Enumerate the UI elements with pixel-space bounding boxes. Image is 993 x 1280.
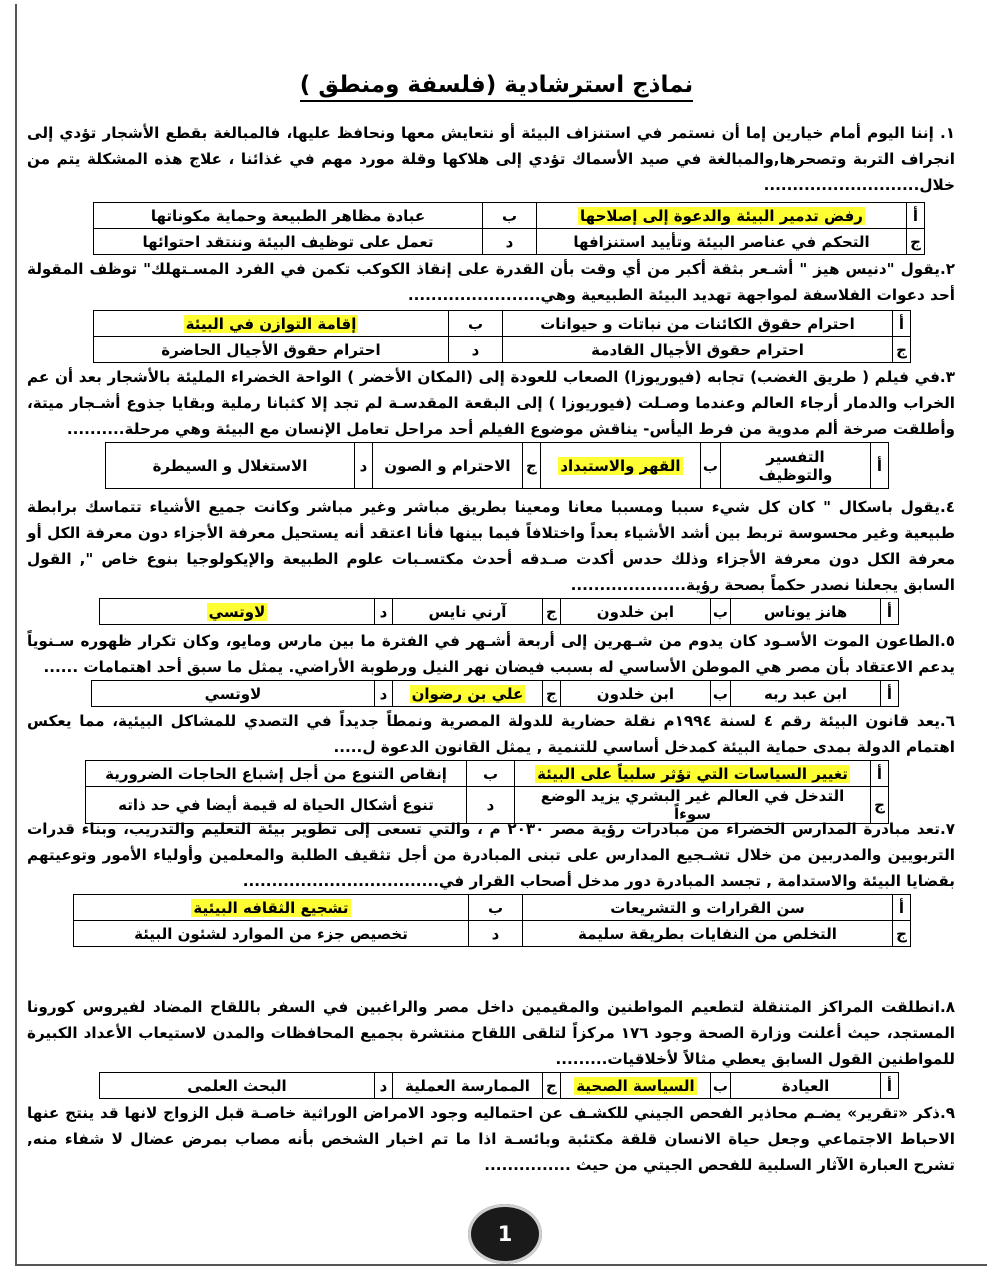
q2-option-c[interactable]: احترام حقوق الأجيال القادمة	[503, 337, 893, 363]
question-4-text: ٤.يقول باسكال " كان كل شيء سببا ومسببا معانا ومعينا بطريق مباشر وغير مباشر وكانت جميع الأشياء تتماسك برابطة طبيعية وغير محسوسة تربط بين أشد الأشياء بعداً واختلافاً فيما بينها فأنا اعتقد أنه يستحيل معرفة الأجزاء دون معرفة الكل أو معرفة الكل دون معرفة الأجزاء وذلك حدس أكدت صـدقه أحدث مكتسـبات علوم الطبيعة والإيكولوجيا بنوع خاص ", القول السابق يجعلنا نصدر حكماً بصحة رؤية....................	[27, 498, 955, 594]
question-2-text: ٢.يقول "دنيس هيز " أشـعر بثقة أكبر من أي وقت بأن القدرة على إنقاذ الكوكب تكمن في الفرد المسـتهلك" توظف المقولة أحد دعوات الفلاسفة لمواجهة تهديد البيئة الطبيعية وهي.......................	[27, 260, 955, 304]
option-letter: ب	[483, 203, 537, 229]
option-letter: د	[483, 229, 537, 255]
q2-option-d[interactable]: احترام حقوق الأجيال الحاضرة	[94, 337, 449, 363]
option-letter: أ	[881, 681, 899, 707]
q1-option-d[interactable]: تعمل على توظيف البيئة وننتقد احتوائها	[94, 229, 483, 255]
option-letter: ب	[469, 895, 523, 921]
question-1-text: ١. إننا اليوم أمام خيارين إما أن نستمر في استنزاف البيئة أو نتعايش معها ونحافظ عليها، فالمبالغة بقطع الأشجار تؤدي إلى انجراف التربة وتصحرها,والمبالغة في صيد الأسماك تؤدي إلى هلاكها وقلة مورد مهم في غذائنا ، علاج هذه المشكلة يتم من خلال...........................	[27, 124, 955, 194]
option-letter: ب	[449, 311, 503, 337]
option-letter: د	[449, 337, 503, 363]
correct-answer-highlight: علي بن رضوان	[411, 684, 524, 703]
option-letter: أ	[881, 599, 899, 625]
question-1-options	[93, 202, 925, 255]
q3-option-a[interactable]: التفسير والتوظيف	[721, 443, 871, 489]
q8-option-b[interactable]	[560, 1073, 710, 1099]
option-letter: أ	[871, 761, 889, 787]
q5-option-a[interactable]: ابن عبد ربه	[731, 681, 881, 707]
option-letter: د	[469, 921, 523, 947]
q3-option-b[interactable]	[540, 443, 700, 489]
q4-option-b[interactable]: ابن خلدون	[560, 599, 710, 625]
q1-option-c[interactable]: التحكم في عناصر البيئة وتأييد استنزافها	[537, 229, 907, 255]
correct-answer-highlight: تشجيع الثقافه البيئية	[193, 898, 349, 917]
question-5-options	[91, 680, 899, 707]
q4-option-d[interactable]	[100, 599, 375, 625]
option-letter: د	[374, 599, 392, 625]
option-letter: ج	[907, 229, 925, 255]
option-letter: ج	[893, 921, 911, 947]
q1-option-b[interactable]: عبادة مظاهر الطبيعة وحماية مكوناتها	[94, 203, 483, 229]
q5-option-b[interactable]: ابن خلدون	[560, 681, 710, 707]
question-3-text: ٣.في فيلم ( طريق الغضب) تجابه (فيوريوزا) الصعاب للعودة إلى (المكان الأخضر ) الواحة الخضراء المليئة بالأشجار بعد أن عم الخراب والدمار أرجاء العالم وعندما وصـلت (فيوريوزا ) إلى البقعة المقدسـة لم تجد إلا كثبانا رملية وبقايا جذوع أشـجار ميتة، وأطلقت صرخة ألم مدوية من فرط اليأس- يناقش موضوع الفيلم أحد مراحل تعامل الإنسان مع البيئة وهي مرحلة..........	[27, 368, 955, 438]
q7-option-d[interactable]: تخصيص جزء من الموارد لشئون البيئة	[74, 921, 469, 947]
correct-answer-highlight: تغيير السياسات التي تؤثر سلبياً على البيئة	[537, 764, 848, 783]
option-letter: ب	[710, 599, 730, 625]
correct-answer-highlight: لاوتسي	[208, 602, 266, 621]
q4-option-a[interactable]: هانز يوناس	[731, 599, 881, 625]
option-letter: ب	[700, 443, 720, 489]
option-letter: ب	[710, 1073, 730, 1099]
q3-option-d[interactable]: الاستغلال و السيطرة	[106, 443, 355, 489]
correct-answer-highlight: القهر والاستبداد	[560, 456, 681, 475]
q6-option-a[interactable]	[515, 761, 871, 787]
question-7-options	[73, 894, 911, 947]
q6-option-c[interactable]: التدخل في العالم غير البشري يزيد الوضع سوءاً	[515, 787, 871, 824]
option-letter: أ	[893, 311, 911, 337]
question-3-options	[105, 442, 889, 489]
q7-option-a[interactable]: سن القرارات و التشريعات	[523, 895, 893, 921]
question-5-text: ٥.الطاعون الموت الأسـود كان يدوم من شـهرين إلى أربعة أشـهر في الفترة ما بين مارس ومايو، وكان تكرار ظهوره سـنوياً يدعم الاعتقاد بأن مصر هي الموطن الأساسي له بسبب فيضان نهر النيل ورطوبة الأراضي. يمثل ما سبق أحد اهتمامات ......	[27, 632, 955, 676]
question-6-options	[85, 760, 889, 824]
q6-option-b[interactable]: إنقاص التنوع من أجل إشباع الحاجات الضرورية	[86, 761, 467, 787]
q7-option-c[interactable]: التخلص من النفايات بطريقة سليمة	[523, 921, 893, 947]
page-title: نماذج استرشادية (فلسفة ومنطق )	[0, 72, 993, 98]
question-2-options	[93, 310, 911, 363]
q8-option-a[interactable]: العيادة	[731, 1073, 881, 1099]
option-letter: ب	[710, 681, 730, 707]
option-letter: ب	[467, 761, 515, 787]
q8-option-c[interactable]: الممارسة العملية	[392, 1073, 542, 1099]
q5-option-d[interactable]: لاوتسي	[92, 681, 375, 707]
question-6-text: ٦.يعد قانون البيئة رقم ٤ لسنة ١٩٩٤م نقلة حضارية للدولة المصرية ونمطاً جديداً في التصدي للمشاكل البيئية، مما يعكس اهتمام الدولة بمدى حماية البيئة كمدخل أساسي للتنمية , يمثل القانون الدعوة ل.....	[27, 712, 955, 756]
q5-option-c[interactable]	[392, 681, 542, 707]
option-letter: ج	[542, 1073, 560, 1099]
option-letter: أ	[907, 203, 925, 229]
question-8-options	[99, 1072, 899, 1099]
question-8-text: ٨.انطلقت المراكز المتنقلة لتطعيم المواطنين والمقيمين داخل مصر والراغبين في السفر باللقاح المضاد لفيروس كورونا المستجد، حيث أعلنت وزارة الصحة وجود ١٧٦ مركزاً لتلقى اللقاح منتشرة بجميع المحافظات والمدن لاستيعاب الأعداد الكبيرة للمواطنين القول السابق يعطي مثالاً لأخلاقيات.........	[27, 998, 955, 1068]
q4-option-c[interactable]: آرني نايس	[392, 599, 542, 625]
option-letter: ج	[542, 599, 560, 625]
q6-option-d[interactable]: تنوع أشكال الحياة له قيمة أيضا في حد ذاته	[86, 787, 467, 824]
option-letter: أ	[881, 1073, 899, 1099]
correct-answer-highlight: السياسة الصحية	[576, 1076, 695, 1095]
page-number-badge: 1	[468, 1204, 542, 1264]
question-7-text: ٧.تعد مبادرة المدارس الخضراء من مبادرات رؤية مصر ٢٠٣٠ م ، والتي تسعى إلى تطوير بيئة التعليم والتدريب، وبناء قدرات التربويين والمدربين من خلال تشـجيع المدارس على تبنى المبادرة من أجل تثقيف الطلبة والمعلمين وأولياء الأمور وتوعيتهم بقضايا البيئة والاستدامة , تجسد المبادرة دور مدخل أصحاب القرار في..................................	[27, 820, 955, 890]
q1-option-a[interactable]	[537, 203, 907, 229]
question-4-options	[99, 598, 899, 625]
q8-option-d[interactable]: البحث العلمى	[100, 1073, 375, 1099]
q3-option-c[interactable]: الاحترام و الصون	[372, 443, 522, 489]
option-letter: ج	[542, 681, 560, 707]
option-letter: ج	[893, 337, 911, 363]
q2-option-b[interactable]	[94, 311, 449, 337]
option-letter: ج	[522, 443, 540, 489]
option-letter: أ	[871, 443, 889, 489]
option-letter: د	[374, 681, 392, 707]
correct-answer-highlight: رفض تدمير البيئة والدعوة إلى إصلاحها	[580, 206, 863, 225]
q2-option-a[interactable]: احترام حقوق الكائنات من نباتات و حيوانات	[503, 311, 893, 337]
option-letter: د	[467, 787, 515, 824]
q7-option-b[interactable]	[74, 895, 469, 921]
option-letter: د	[354, 443, 372, 489]
correct-answer-highlight: إقامة التوازن في البيئة	[185, 314, 357, 333]
option-letter: د	[374, 1073, 392, 1099]
option-letter: ج	[871, 787, 889, 824]
option-letter: أ	[893, 895, 911, 921]
question-9-text: ٩.ذكر «تقرير» يضـم محاذير الفحص الجيني للكشـف عن احتماليه وجود الامراض الوراثية خاصـة قبل الزواج لانها قد ينتج عنها الاحباط الاجتماعي وجعل حياة الانسان قلقة مكتئبة وبائسـة اذا ما تم اخبار الشخص بأنه مصاب بمرض عضال لا شفاء منه, تشرح العبارة الآثار السلبية للفحص الجيتي من حيث ...............	[27, 1104, 955, 1174]
